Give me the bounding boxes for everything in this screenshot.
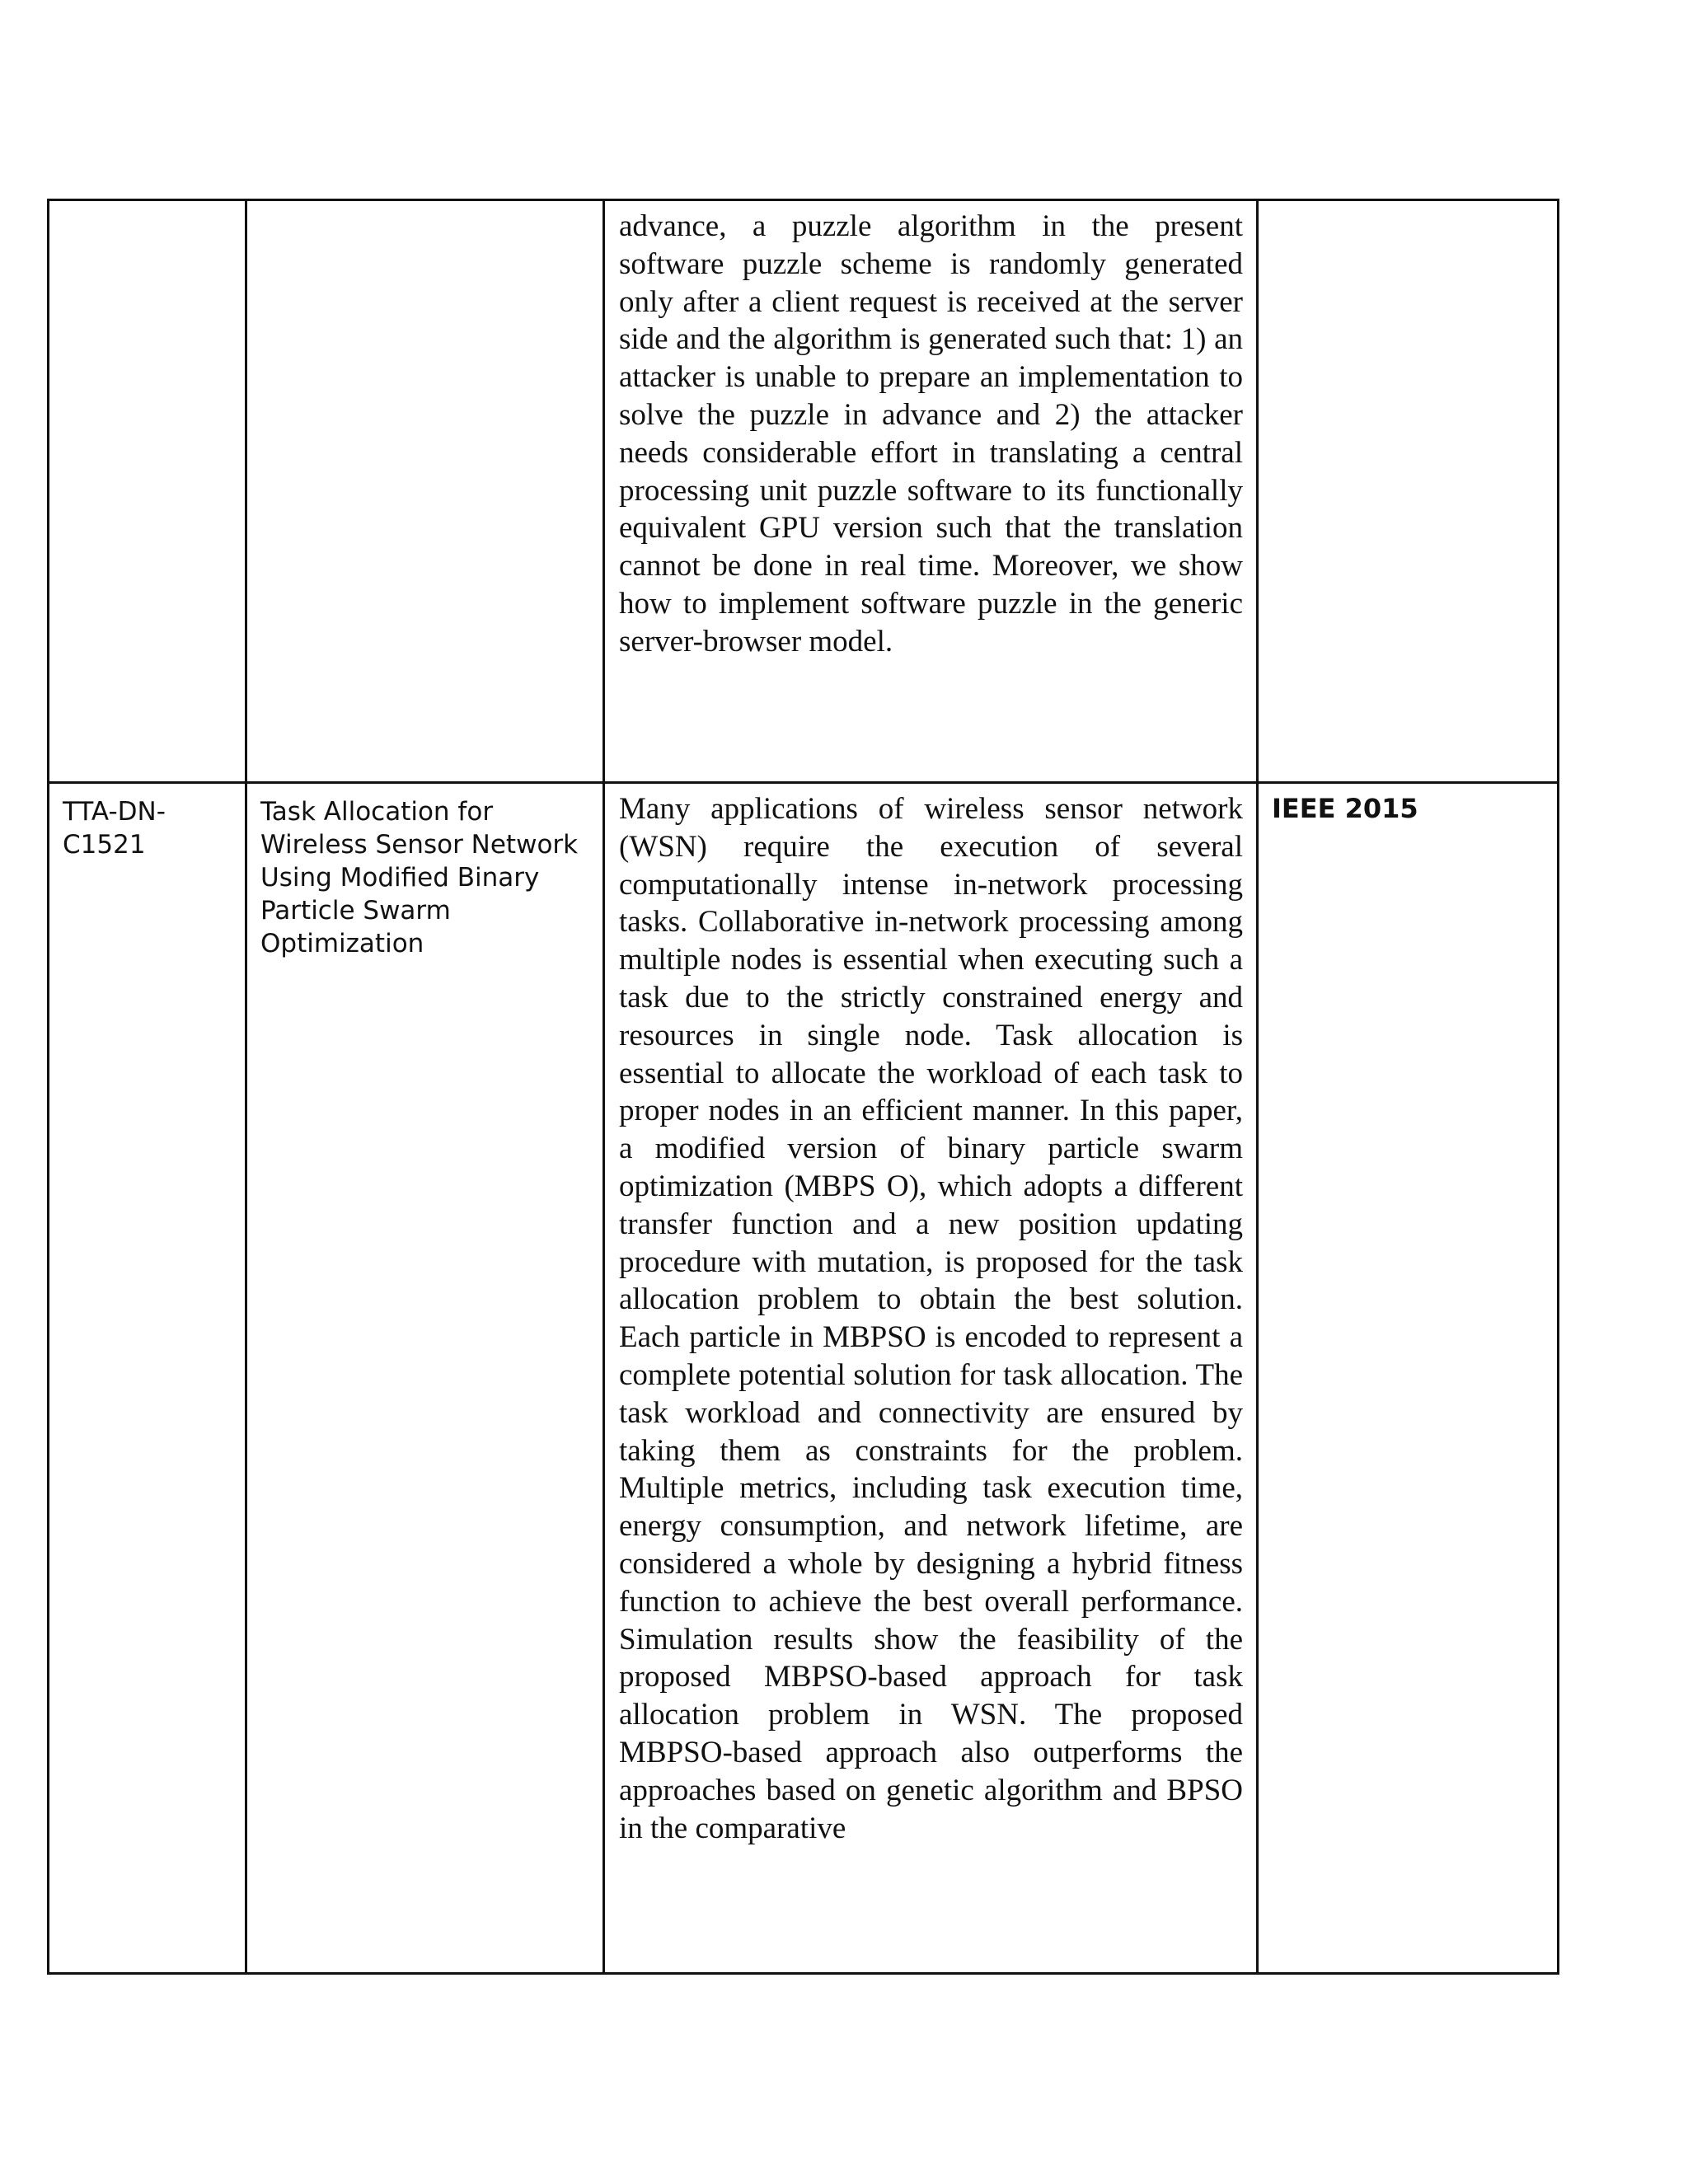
project-code: TTA-DN-C1521 <box>63 797 166 860</box>
project-code-cell <box>49 200 246 783</box>
abstract-text: Many applications of wireless sensor network (WSN) require the execution of several computationally intense in-network processing tasks. Collaborative in-network processing among multiple nodes is essential when executing such a task due to the strictly constrained energy and resources in single node. Task allocation is essential to allocate the workload of each task to proper nodes in an efficient manner. In this paper, a modified version of binary particle swarm optimization (MBPS O), which adopts a different transfer function and a new position updating procedure with mutation, is proposed for the task allocation problem to obtain the best solution. Each particle in MBPSO is encoded to represent a complete potential solution for task allocation. The task workload and connectivity are ensured by taking them as constraints for the problem. Multiple metrics, including task execution time, energy consumption, and network lifetime, are considered a whole by designing a hybrid fitness function to achieve the best overall performance. Simulation results show the feasibility of the proposed MBPSO-based approach for task allocation problem in WSN. The proposed MBPSO-based approach also outperforms the approaches based on genetic algorithm and BPSO in the comparative <box>619 792 1243 1845</box>
project-code-cell <box>49 783 246 1974</box>
publication-year: IEEE 2015 <box>1272 793 1418 824</box>
project-table <box>47 199 1559 1975</box>
abstract-cell <box>604 783 1258 1974</box>
project-title: Task Allocation for Wireless Sensor Network Using Modified Binary Particle Swarm Optimization <box>260 797 579 958</box>
project-title-cell <box>246 200 604 783</box>
table-row <box>49 783 1559 1974</box>
abstract-text: advance, a puzzle algorithm in the present software puzzle scheme is randomly generated only after a client request is received at the server side and the algorithm is generated such that: 1) an attacker is unable to prepare an implementation to solve the puzzle in advance and 2) the attacker needs considerable effort in translating a central processing unit puzzle software to its functionally equivalent GPU version such that the translation cannot be done in real time. Moreover, we show how to implement software puzzle in the generic server-browser model. <box>619 209 1243 658</box>
table-row <box>49 200 1559 783</box>
abstract-cell <box>604 200 1258 783</box>
publication-cell <box>1258 783 1559 1974</box>
project-title-cell <box>246 783 604 1974</box>
publication-cell <box>1258 200 1559 783</box>
